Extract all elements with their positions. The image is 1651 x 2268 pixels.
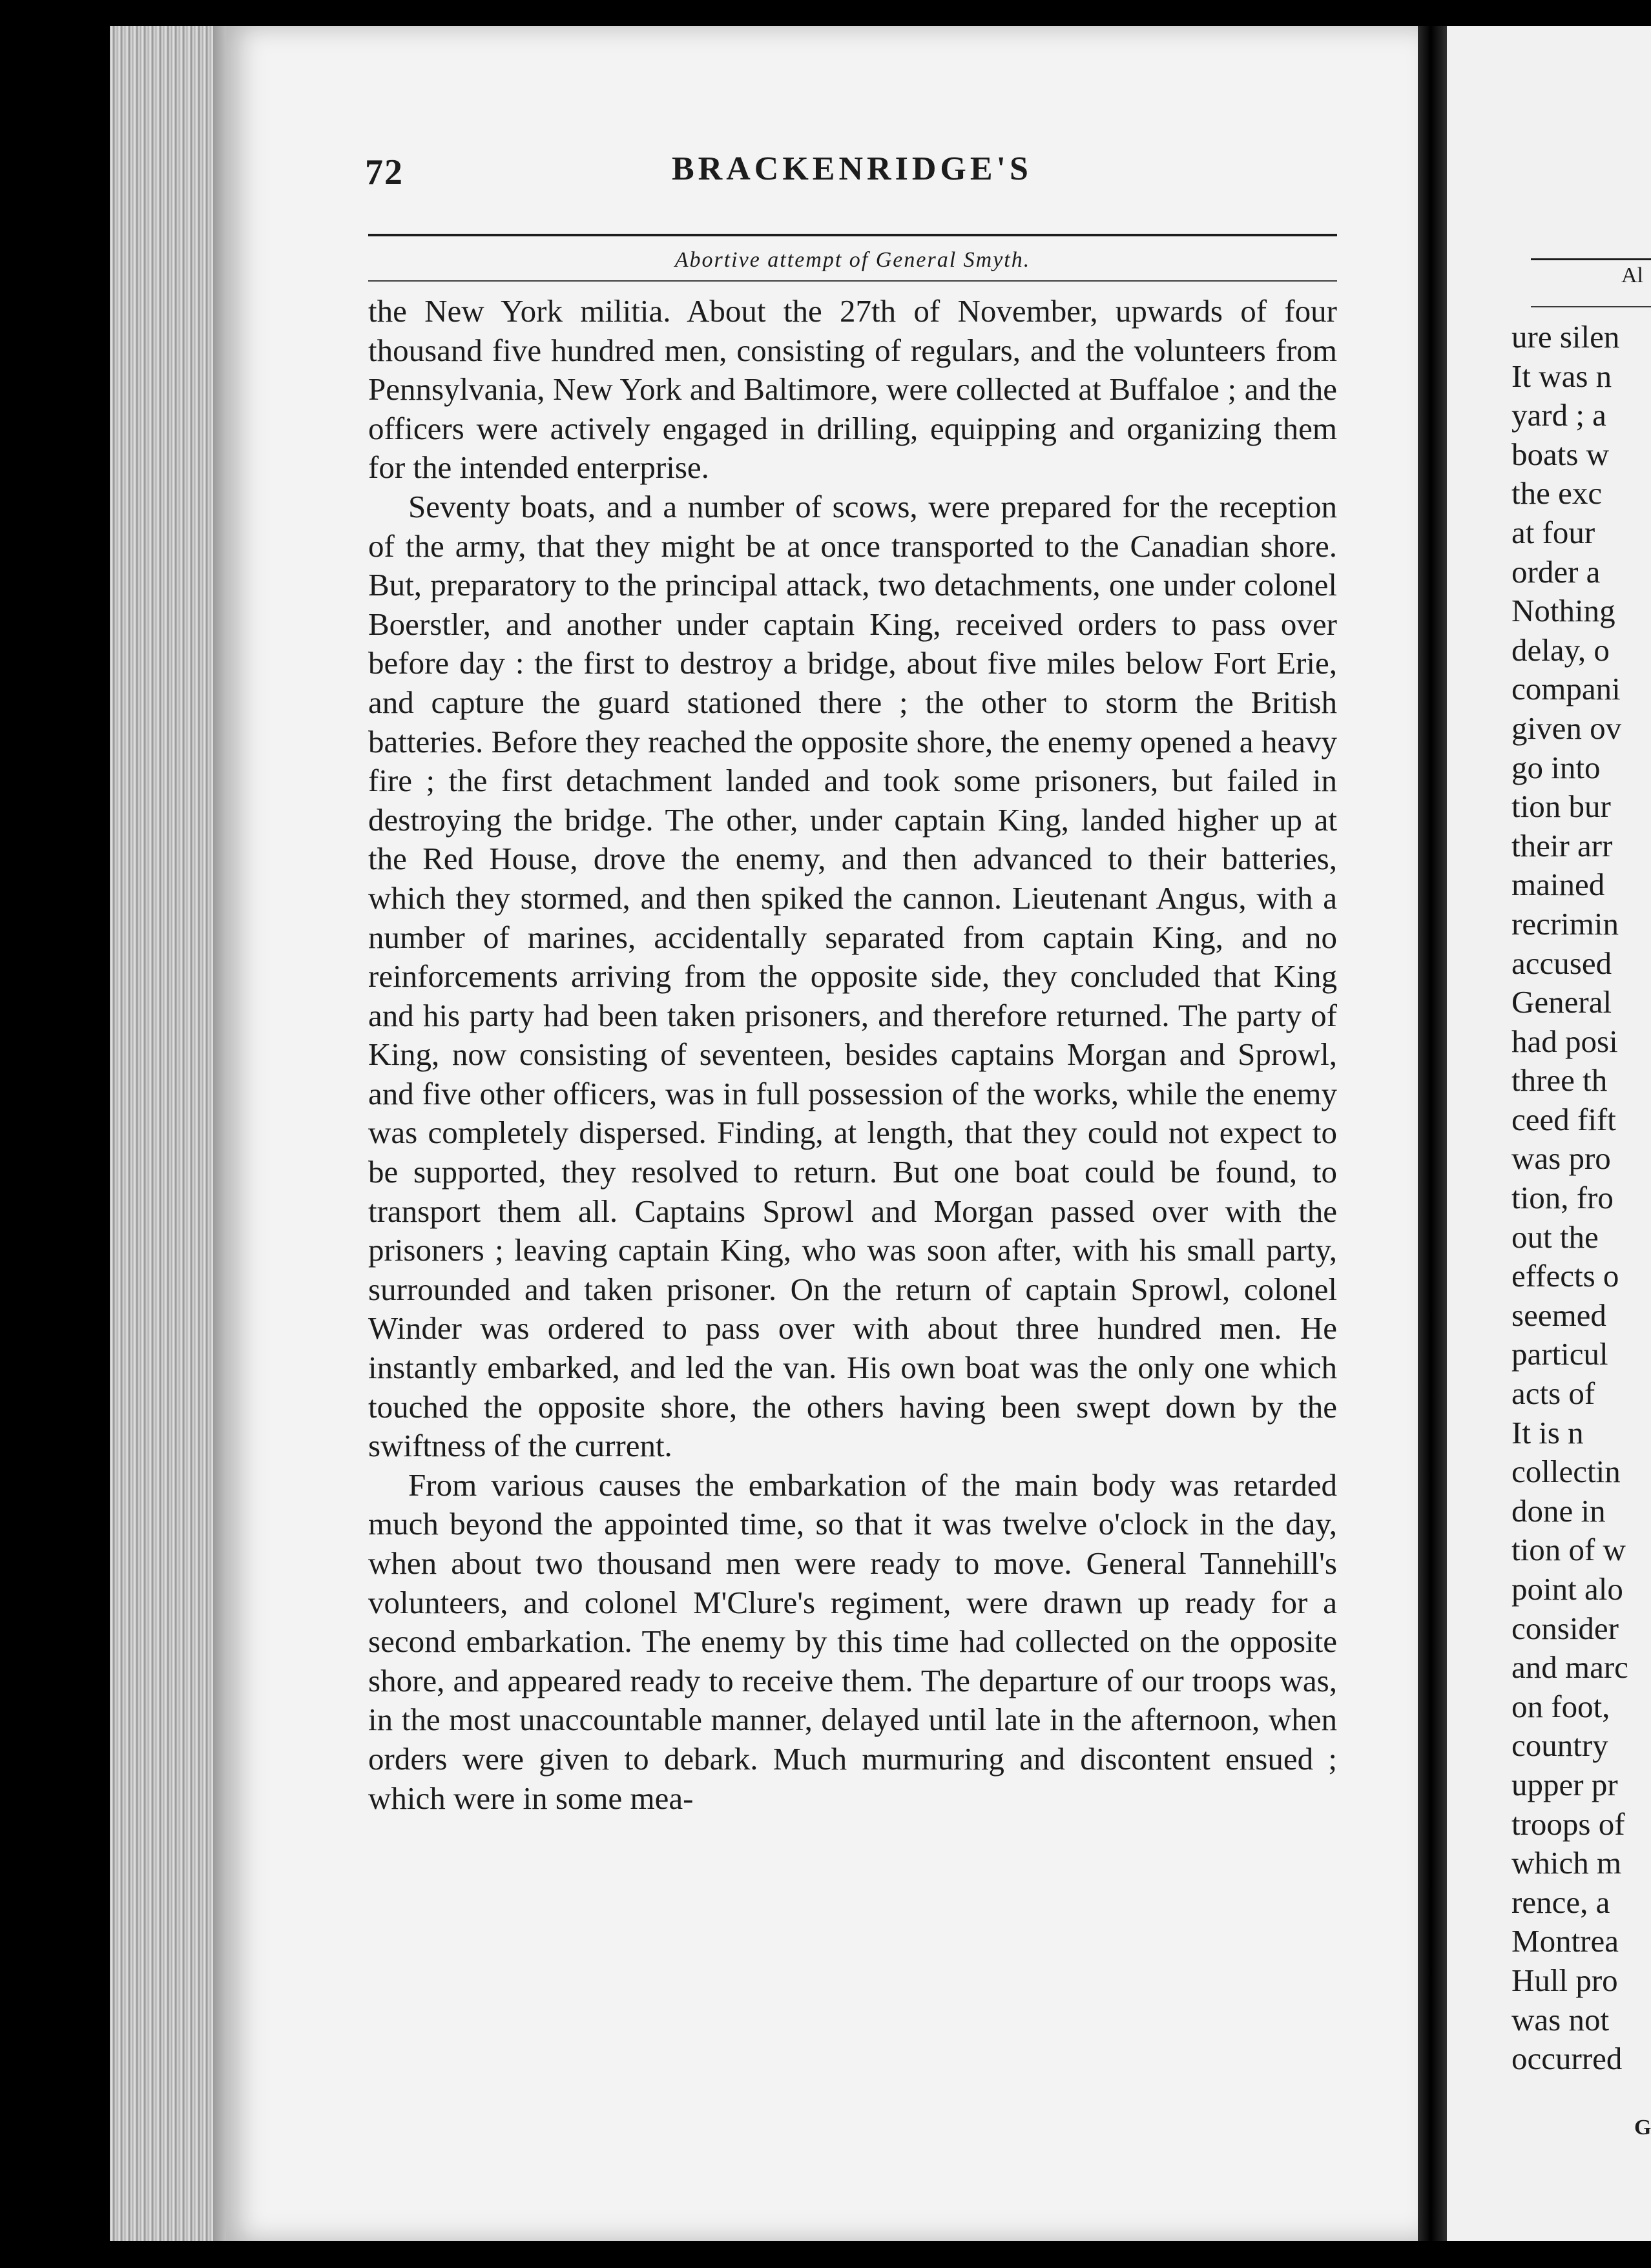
paragraph: From various causes the embarkation of the main body was retarded much beyond the appointed time, so that it was twelve o'clock in the day, when about two thousand men were ready to move. General Tannehill's volunteers, and colonel M'Clure's regiment, were drawn up ready for a second embarkation. The enemy by this time had collected on the opposite shore, and appeared ready to receive them. The departure of our troops was, in the most unaccountable manner, delayed until late in the afternoon, when orders were given to debark. Much murmuring and discontent ensued ; which were in some mea- [368, 1467, 1337, 1816]
text-line-fragment: effects o [1511, 1258, 1619, 1294]
header-rule [1531, 258, 1651, 260]
text-line-fragment: tion of w [1511, 1532, 1626, 1568]
text-line-fragment: Hull pro [1511, 1962, 1618, 1998]
text-line-fragment: Montrea [1511, 1923, 1619, 1959]
text-line-fragment: tion bur [1511, 789, 1611, 825]
subheading-rule [1531, 306, 1651, 307]
text-line-fragment: their arr [1511, 827, 1613, 863]
text-line-fragment: at four [1511, 514, 1595, 550]
text-line-fragment: ure silen [1511, 319, 1620, 355]
text-line-fragment: given ov [1511, 710, 1622, 746]
text-line-fragment: go into [1511, 749, 1601, 785]
text-line-fragment: was not [1511, 2001, 1610, 2037]
running-head: BRACKENRIDGE'S [672, 150, 1032, 187]
right-page-text [1511, 318, 1651, 2079]
body-text [368, 292, 1337, 1818]
section-heading: Abortive attempt of General Smyth. [674, 248, 1031, 272]
text-line-fragment: compani [1511, 671, 1621, 707]
text-line-fragment: It is n [1511, 1414, 1584, 1450]
text-line-fragment: occurred [1511, 2041, 1623, 2077]
text-line-fragment: It was n [1511, 358, 1612, 394]
text-line-fragment: seemed [1511, 1297, 1606, 1333]
page-number: 72 [365, 152, 404, 192]
text-line-fragment: which m [1511, 1845, 1622, 1881]
text-line-fragment: mained [1511, 867, 1605, 903]
text-line-fragment: on foot, [1511, 1688, 1610, 1724]
text-line-fragment: accused [1511, 945, 1612, 981]
text-line-fragment: recrimin [1511, 905, 1619, 942]
page-gutter [1418, 26, 1450, 2241]
text-line-fragment: particul [1511, 1336, 1608, 1372]
footer-fragment: G [1634, 2116, 1651, 2139]
subheading-rule [368, 280, 1337, 282]
paragraph: Seventy boats, and a number of scows, were prepared for the reception of the army, that they might be at once transported to the Canadian shore. But, preparatory to the principal attack, two detachments, one under colonel Boerstler, and another under captain King, received orders to pass over before day : the first to destroy a bridge, about five miles below Fort Erie, and capture the guard stationed there ; the other to storm the British batteries. Before they reached the opposite shore, the enemy opened a heavy fire ; the first detachment landed and took some prisoners, but failed in destroying the bridge. The other, under captain King, landed higher up at the Red House, drove the enemy, and then advanced to their batteries, which they stormed, and then spiked the cannon. Lieutenant Angus, with a number of marines, accidentally separated from captain King, and no reinforcements arriving from the opposite side, they concluded that King and his party had been taken prisoners, and therefore returned. The party of King, now consisting of seventeen, besides captains Morgan and Sprowl, and five other officers, was in full possession of the works, while the enemy was completely dispersed. Finding, at length, that they could not expect to be supported, they resolved to return. But one boat could be found, to transport them all. Captains Sprowl and Morgan passed over with the prisoners ; leaving captain King, who was soon after, with his small party, surrounded and taken prisoner. On the return of captain Sprowl, colonel Winder was ordered to pass over with about three hundred men. He instantly embarked, and led the van. His own boat was the only one which touched the opposite shore, the others having been swept down by the swiftness of the current. [368, 488, 1337, 1464]
text-line-fragment: was pro [1511, 1140, 1611, 1177]
text-line-fragment: delay, o [1511, 632, 1610, 668]
text-line-fragment: collectin [1511, 1454, 1621, 1490]
text-line-fragment: country [1511, 1727, 1608, 1764]
right-page [1447, 26, 1651, 2241]
text-line-fragment: rence, a [1511, 1884, 1610, 1920]
paragraph: the New York militia. About the 27th of November, upwards of four thousand five hundred men, consisting of regulars, and the volunteers from Pennsylvania, New York and Baltimore, were collected at Buffaloe ; and the officers were actively engaged in drilling, equipping and organizing them for the intended enterprise. [368, 293, 1337, 486]
text-line-fragment: acts of [1511, 1376, 1595, 1412]
text-line-fragment: upper pr [1511, 1766, 1618, 1802]
text-line-fragment: point alo [1511, 1571, 1623, 1607]
text-line-fragment: the exc [1511, 475, 1603, 511]
text-line-fragment: troops of [1511, 1806, 1625, 1842]
text-line-fragment: had posi [1511, 1023, 1618, 1059]
section-heading-fragment: Al [1621, 263, 1643, 287]
text-line-fragment: yard ; a [1511, 397, 1606, 433]
text-line-fragment: ceed fift [1511, 1101, 1616, 1137]
text-line-fragment: out the [1511, 1219, 1599, 1255]
text-line-fragment: tion, fro [1511, 1180, 1614, 1216]
text-line-fragment: three th [1511, 1062, 1608, 1098]
text-line-fragment: Nothing [1511, 593, 1615, 629]
text-line-fragment: General [1511, 984, 1612, 1020]
text-line-fragment: and marc [1511, 1649, 1628, 1686]
text-line-fragment: done in [1511, 1492, 1606, 1529]
text-line-fragment: order a [1511, 553, 1601, 590]
text-line-fragment: boats w [1511, 436, 1610, 472]
text-line-fragment: consider [1511, 1610, 1619, 1646]
header-rule [368, 234, 1337, 236]
